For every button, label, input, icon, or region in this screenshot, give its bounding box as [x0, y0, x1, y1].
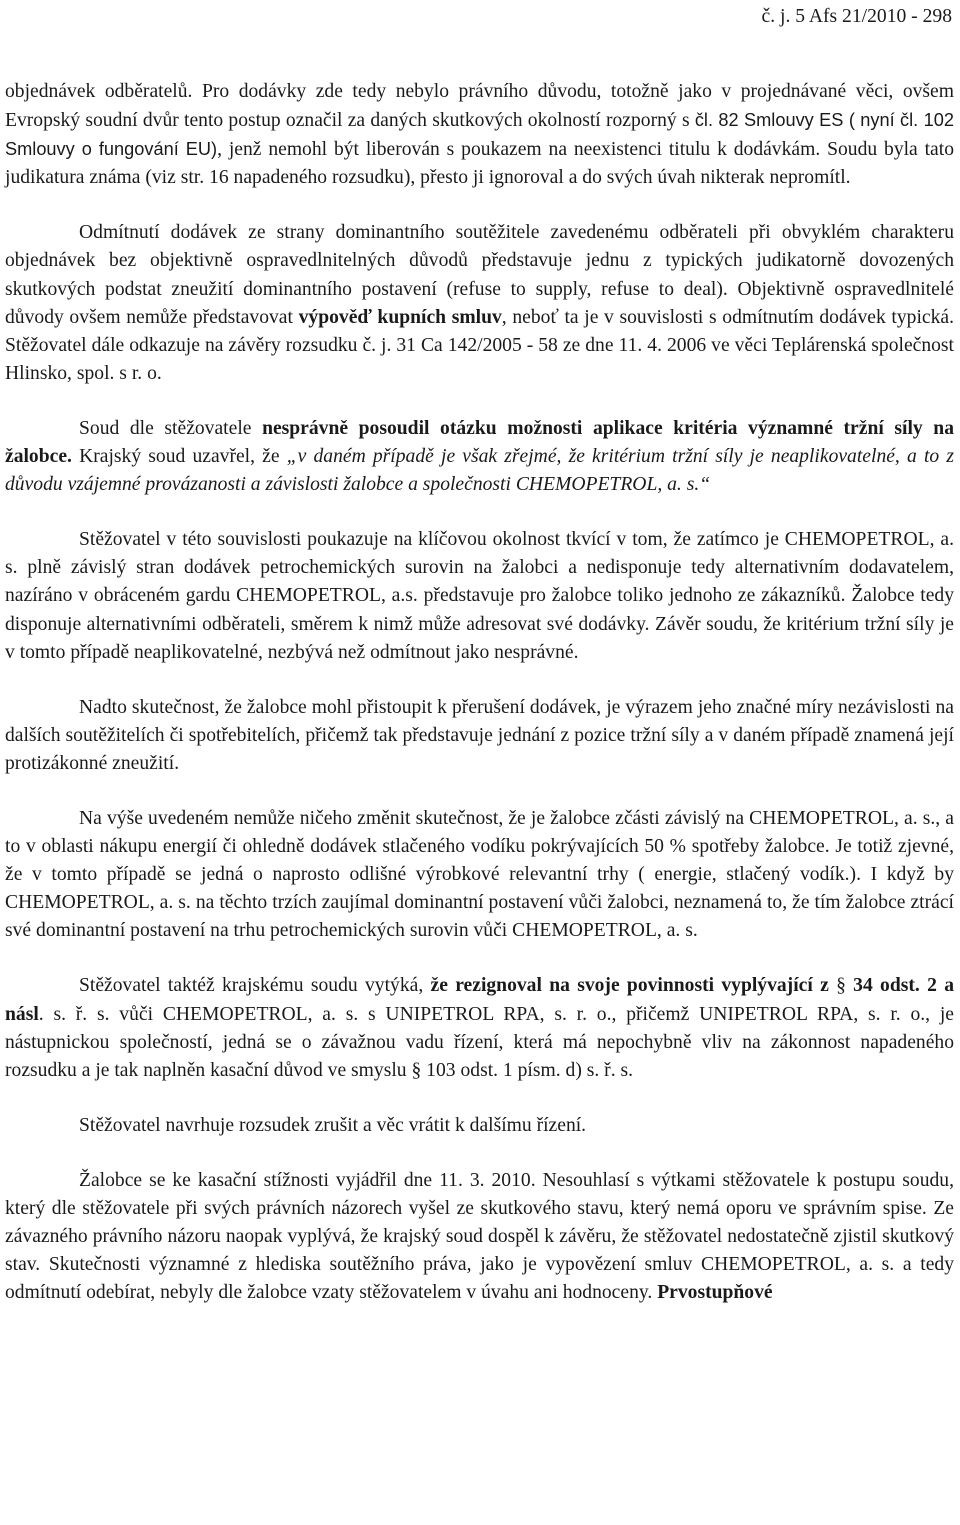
paragraph-2 [5, 219, 954, 388]
p9-text-a: Žalobce se ke kasační stížnosti vyjádřil dne 11. 3. 2010. Nesouhlasí s výtkami stěžovatele k postupu soudu, který dle stěžovatele při svých právních názorech vyšel ze skutkového stavu, který nemá oporu ve správním spise. Ze závazného právního názoru naopak vyplývá, že krajský soud dospěl k závěru, že stěžovatel nedostatečně zjistil skutkový stav. Skutečnosti významné z hlediska soutěžního práva, jako je vypovězení smluv CHEMOPETROL, a. s. a tedy odmítnutí odebírat, nebyly dle žalobce vzaty stěžovatelem v úvahu ani hodnoceny. [5, 1169, 954, 1304]
p3-text-a: Soud dle stěžovatele [79, 417, 263, 439]
paragraph-7 [5, 972, 954, 1084]
p3-bold-text: nesprávně posoudil otázku možnosti aplikace kritéria významné tržní síly na žalobce. [5, 417, 954, 468]
p1-text-c: , jenž nemohl být liberován s poukazem na neexistenci titulu k dodávkám. Soudu byla tato judikatura známa (viz [5, 139, 954, 189]
paragraph-8: Stěžovatel navrhuje rozsudek zrušit a věc vrátit k dalšímu řízení. [79, 1114, 587, 1136]
p1-text-b: čl. 82 Smlouvy ES ( nyní čl. 102 Smlouvy o fungování EU) [5, 110, 954, 160]
p1-text-a: objednávek odběratelů. Pro dodávky zde tedy nebylo právního důvodu, totožně jako v projednávané věci, ovšem Evropský soudní dvůr tento postup označil za daných skutkových okolností rozporný s [5, 81, 954, 132]
paragraph-1 [5, 78, 954, 192]
p7-text-a: Stěžovatel taktéž krajskému soudu vytýká, [79, 975, 431, 997]
paragraph-9 [5, 1167, 954, 1307]
case-reference: č. j. 5 Afs 21/2010 - 298 [761, 6, 952, 27]
p9-bold-text: Prvostupňové [657, 1282, 773, 1304]
p7-text-d: . s. ř. s. vůči CHEMOPETROL, a. s. s UNIPETROL RPA, s. r. o., přičemž UNIPETROL RPA, s. r. o., je nástupnickou společností, jedná se o závažnou vadu řízení, která má nepochybně vliv na zákonnost napadeného rozsudku a je tak naplněn kasační důvod ve smyslu [5, 1003, 954, 1081]
document-body [5, 78, 954, 1334]
p3-quote: „v daném případě je však zřejmé, že kritérium tržní síly je neaplikovatelné, a to z důvodu vzájemné provázanosti a závislosti žalobce a společnosti CHEMOPETROL, a. s.“ [5, 446, 954, 496]
section-sign-2: § [411, 1059, 422, 1081]
p2-text-a: Odmítnutí dodávek ze strany dominantního soutěžitele zavedenému odběrateli při obvyklém charakteru objednávek bez objektivně ospravedlnitelných důvodů představuje jednu z typických judikatorně dovozených skutkových podstat zneužití dominantního postavení (refuse to supply, refuse to deal). Objektivně ospravedlnitelé důvody ovšem nemůže představovat [5, 222, 954, 328]
section-sign-1: § [836, 975, 846, 997]
paragraph-5: Nadto skutečnost, že žalobce mohl přistoupit k přerušení dodávek, je výrazem jeho značné míry nezávislosti na dalších soutěžitelích či spotřebitelích, přičemž tak představuje jednání z pozice tržní síly a v daném případě znamená její protizákonné zneužití. [5, 696, 954, 774]
paragraph-3 [5, 415, 954, 499]
paragraph-6: Na výše uvedeném nemůže ničeho změnit skutečnost, že je žalobce zčásti závislý na CHEMOPETROL, a. s., a to v oblasti nákupu energií či ohledně dodávek stlačeného vodíku pokrývajících 50 % spotřeby žalobce. Je totiž zjevné, že v tomto případě se jedná o naprosto odlišné výrobkové relevantní trhy ( energie, stlačený vodík.). I když by CHEMOPETROL, a. s. na těchto trzích zaujímal dominantní postavení vůči žalobci, neznamená to, že tím žalobce ztrácí své dominantní postavení na trhu petrochemických surovin vůči CHEMOPETROL, a. s. [5, 807, 954, 942]
p7-bold-text-b: že rezignoval na svoje povinnosti vyplývající z [430, 975, 837, 997]
p7-text-e: 103 odst. 1 písm. d) s. ř. s. [421, 1059, 634, 1081]
p2-text-c: , neboť ta je v souvislosti s odmítnutím dodávek typická. Stěžovatel dále odkazuje na závěry rozsudku č. j. 31 Ca 142/2005 - 58 ze dne 11. 4. 2006 ve věci Teplárenská společnost Hlinsko, spol. s r. o. [5, 306, 954, 384]
p3-text-c: Krajský soud uzavřel, že [71, 446, 287, 468]
p7-bold-text-c: 34 odst. 2 a násl [5, 975, 954, 1025]
paragraph-4: Stěžovatel v této souvislosti poukazuje na klíčovou okolnost tkvící v tom, že zatímco je CHEMOPETROL, a. s. plně závislý stran dodávek petrochemických surovin na žalobci a nedisponuje tedy alternativním dodavatelem, nazíráno v obráceném gardu CHEMOPETROL, a.s. představuje pro žalobce toliko jednoho ze zákazníků. Žalobce tedy disponuje alternativními odběrateli, směrem k nimž může adresovat své dodávky. Závěr soudu, že kritérium tržní síly je v tomto případě neaplikovatelné, nezbývá než odmítnout jako nesprávné. [5, 529, 954, 663]
p2-bold-text: výpověď kupních smluv [298, 306, 502, 328]
p1-text-d: str. 16 napadeného rozsudku), přesto ji ignoroval a do svých úvah nikterak nepromítl. [180, 167, 851, 189]
